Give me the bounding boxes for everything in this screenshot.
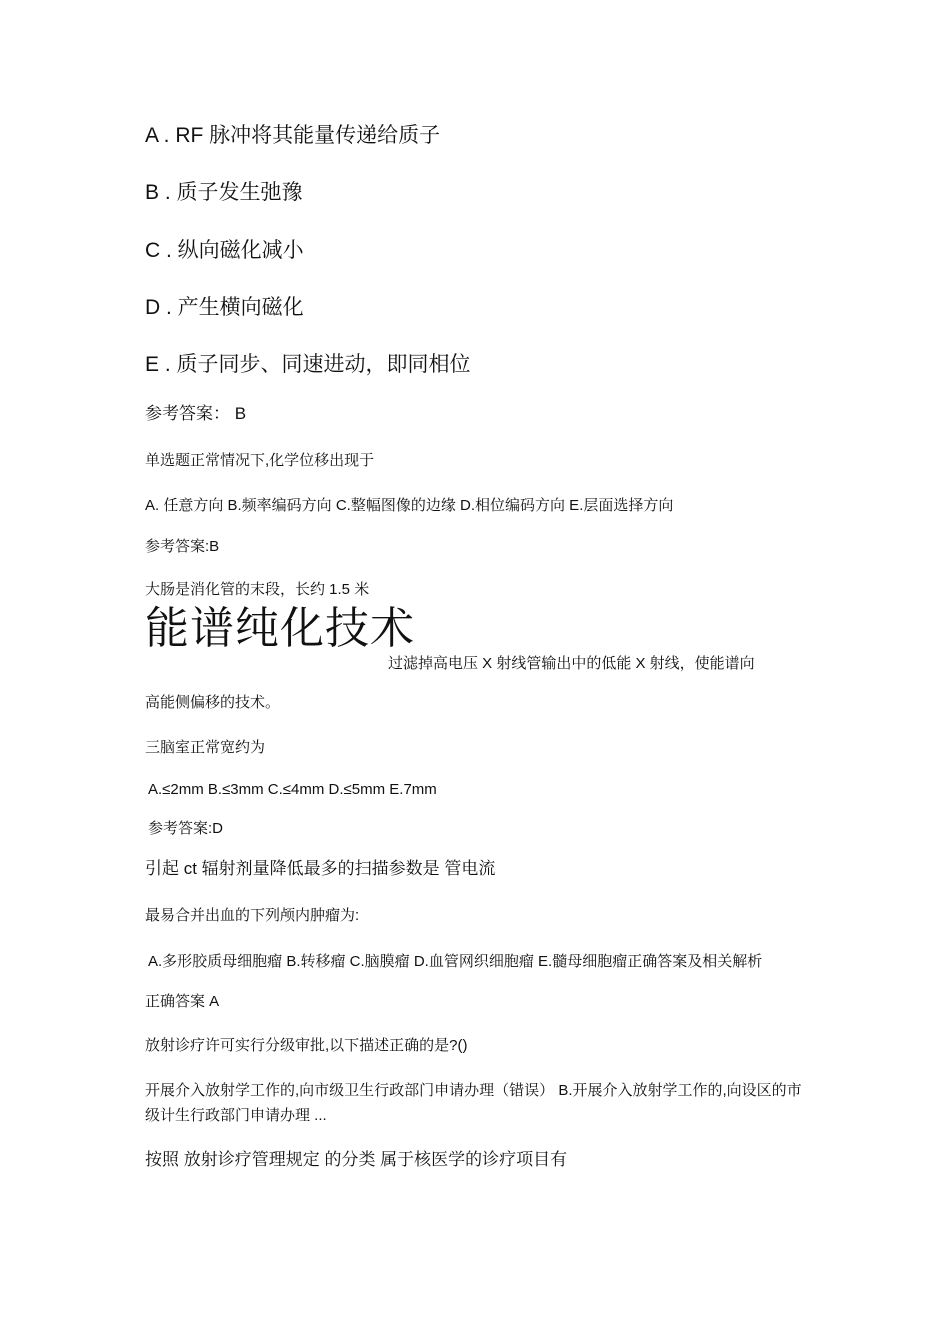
answer-1: 参考答案： B <box>145 404 247 423</box>
q2-options: A. 任意方向 B.频率编码方向 C.整幅图像的边缘 D.相位编码方向 E.层面选择方向 <box>145 497 674 514</box>
q5-body: 开展介入放射学工作的,向市级卫生行政部门申请办理（错误） B.开展介入放射学工作的,向设区的市级计生行政部门申请办理 ... <box>145 1082 802 1124</box>
fact-colon: 大肠是消化管的末段，长约 1.5 米 <box>145 581 370 598</box>
term-title: 能谱纯化技术 <box>145 604 415 653</box>
q4-options: A.多形胶质母细胞瘤 B.转移瘤 C.脑膜瘤 D.血管网织细胞瘤 E.髓母细胞瘤正确答案及相关解析 <box>148 953 763 970</box>
q2-question: 单选题正常情况下,化学位移出现于 <box>145 452 375 469</box>
option-d: D . 产生横向磁化 <box>145 296 304 319</box>
q6-question: 按照 放射诊疗管理规定 的分类 属于核医学的诊疗项目有 <box>145 1150 568 1169</box>
option-e: E . 质子同步、同速进动，即同相位 <box>145 353 471 376</box>
q3-options: A.≤2mm B.≤3mm C.≤4mm D.≤5mm E.7mm <box>148 781 437 798</box>
option-b: B . 质子发生弛豫 <box>145 181 303 204</box>
q4-answer: 正确答案 A <box>145 993 220 1010</box>
fact-ct: 引起 ct 辐射剂量降低最多的扫描参数是 管电流 <box>145 859 496 878</box>
q2-answer: 参考答案:B <box>145 538 220 555</box>
q4-question: 最易合并出血的下列颅内肿瘤为: <box>145 907 360 924</box>
option-c: C . 纵向磁化减小 <box>145 239 304 262</box>
q3-question: 三脑室正常宽约为 <box>145 739 266 756</box>
q3-answer: 参考答案:D <box>148 820 224 837</box>
term-definition-line2: 高能侧偏移的技术。 <box>145 694 281 711</box>
option-a: A . RF 脉冲将其能量传递给质子 <box>145 124 441 147</box>
q5-question: 放射诊疗许可实行分级审批,以下描述正确的是?() <box>145 1037 468 1054</box>
term-definition-line1: 过滤掉高电压 X 射线管输出中的低能 X 射线，使能谱向 <box>388 655 755 672</box>
